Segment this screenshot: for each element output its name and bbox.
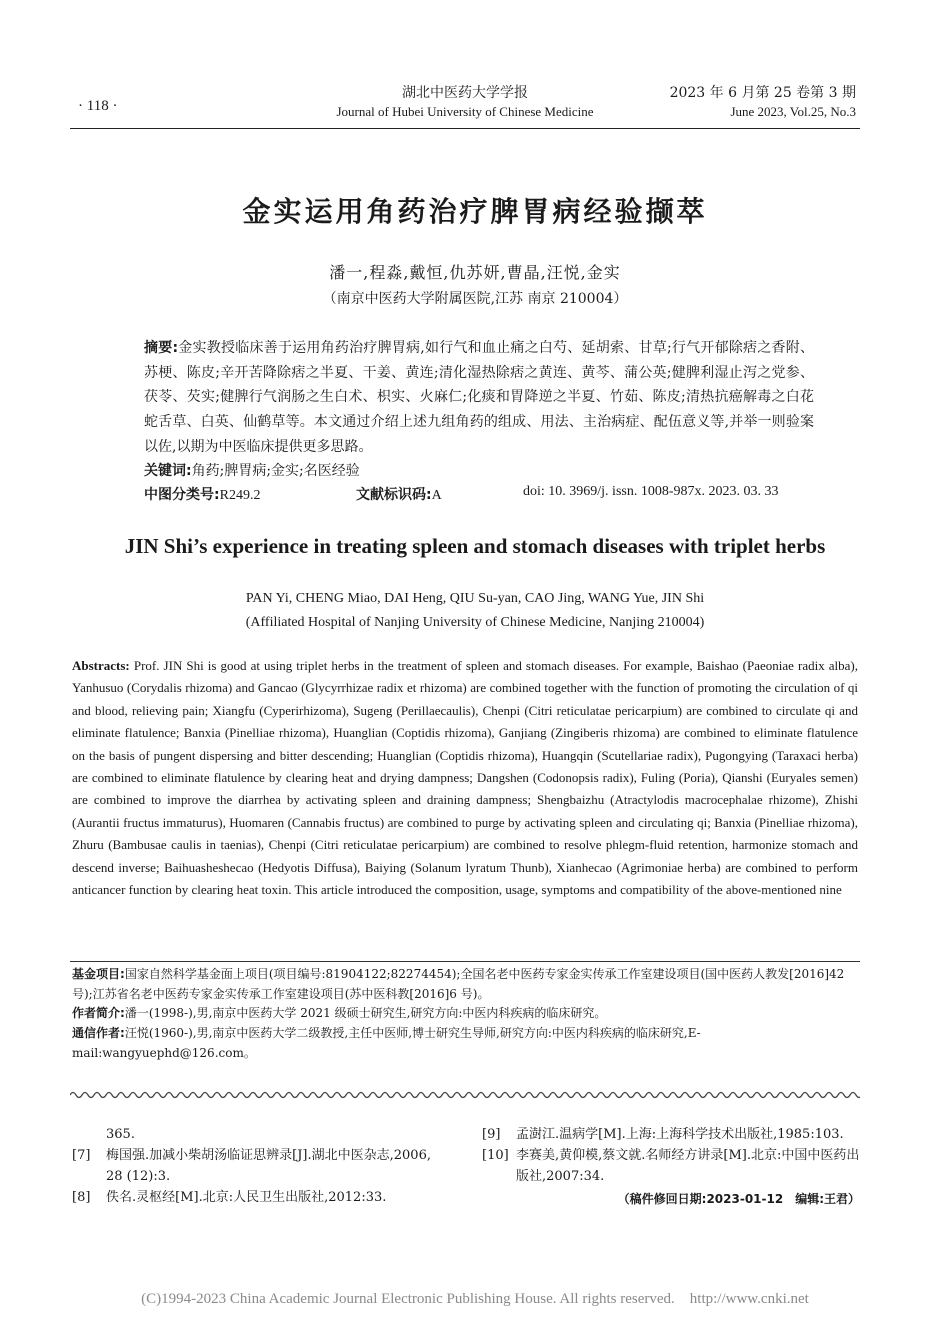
abstract-en-label: Abstracts: [72,658,130,673]
document-code [356,484,442,504]
copyright-notice: (C)1994-2023 China Academic Journal Electronic Publishing House. All rights reserved. http://www.cnki.net [141,1291,809,1307]
reference-text: 梅国强.加减小柴胡汤临证思辨录[J].湖北中医杂志,2006, 28 (12):3. [106,1148,431,1184]
affiliation-en: (Affiliated Hospital of Nanjing University of Chinese Medicine, Nanjing 210004) [245,615,705,630]
doi-value: 10. 3969/j. issn. 1008-987x. 2023. 03. 33 [548,484,779,499]
classification-label: 中图分类号: [144,487,220,503]
doi-label: doi: [523,484,545,499]
article-title-cn: 金实运用角药治疗脾胃病经验撷萃 [242,195,708,228]
wavy-separator [70,1088,860,1102]
footnote-fund-label: 基金项目: [72,967,125,981]
reference-text: 李赛美,黄仰模,蔡文就.名师经方讲录[M].北京:中国中医药出版社,2007:34. [516,1148,860,1184]
keywords [144,460,360,480]
footnote-fund-text: 国家自然科学基金面上项目(项目编号:81904122;82274454);全国名老中医药专家金实传承工作室建设项目(国中医药人教发[2016]42 号);江苏省名老中医药专家金实传承工作室建设项目(苏中医科教[2016]6 号)。 [72,967,845,1001]
footnote-corresponding-label: 通信作者: [72,1026,125,1040]
reference-text: 365. [106,1127,135,1142]
classification [144,484,260,504]
affiliation-cn: （南京中医药大学附属医院,江苏 南京 210004） [322,291,628,307]
authors-cn: 潘一,程淼,戴恒,仇苏妍,曹晶,汪悦,金实 [329,263,621,282]
doi [523,484,779,500]
header-rule [70,128,860,129]
reference-item [482,1124,860,1145]
abstract-cn [144,336,814,460]
reference-item [72,1124,432,1145]
keywords-label: 关键词: [144,463,192,479]
reference-item [482,1145,860,1187]
reference-number: [10] [482,1148,509,1163]
reference-number: [7] [72,1148,91,1163]
footnote-author [72,1004,858,1024]
journal-name-en: Journal of Hubei University of Chinese Medicine [336,104,594,119]
reference-item [72,1187,432,1208]
abstract-cn-label: 摘要: [144,340,179,356]
references-left-column [72,1124,432,1208]
footnote-corresponding-text: 汪悦(1960-),男,南京中医药大学二级教授,主任中医师,博士研究生导师,研究方向:中医内科疾病的临床研究,E-mail:wangyuephd@126.com。 [72,1026,701,1060]
footnote-fund [72,965,858,1004]
abstract-en-text: Prof. JIN Shi is good at using triplet herbs in the treatment of spleen and stomach diseases. For example, Baishao (Paeoniae radix alba), Yanhusuo (Corydalis rhizoma) and Gancao (Glycyrrhizae radix et rhizoma) are combined together with the function of promoting the circulation of qi and blood, relieving pain; Xiangfu (Cyperirhizoma), Sugeng (Perillaecaulis), Chenpi (Citri reticulatae pericarpium) are combined to circulate qi and eliminate flatulence; Banxia (Pinelliae rhizoma), Huanglian (Coptidis rhizoma), Ganjiang (Zingiberis rhizoma) are combined to eliminate flatulence on the basis of pungent dispersing and bitter descending; Huanglian (Coptidis rhizoma), Huangqin (Scutellariae radix), Pugongying (Taraxaci herba) are combined to eliminate flatulence by clearing heat and drying dampness; Dangshen (Codonopsis radix), Fuling (Poria), Qianshi (Euryales semen) are combined to improve the diarrhea by activating spleen and draining dampness; Shengbaizhu (Atractylodis macrocephalae rhizome), Zhishi (Aurantii fructus immaturus), Huomaren (Cannabis fructus) are combined to purge by activating spleen and circulating qi; Banxia (Pinelliae rhizoma), Zhuru (Bambusae caulis in taenias), Chenpi (Citri reticulatae pericarpium) are combined to resolve phlegm-fluid retention, harmonize stomach and descend inverse; Baihuasheshecao (Hedyotis Diffusa), Baiying (Solanum lyratum Thunb), Xianhecao (Agrimoniae herba) are combined to perform anticancer function by clearing heat toxin. This article introduced the composition, usage, symptoms and compatibility of the above-mentioned nine [72,658,859,898]
page-number: · 118 · [78,98,118,114]
reference-number: [9] [482,1127,501,1142]
references-right-column [482,1124,860,1210]
authors-en: PAN Yi, CHENG Miao, DAI Heng, QIU Su-yan, CAO Jing, WANG Yue, JIN Shi [245,591,705,606]
footnote-rule [70,961,860,962]
abstract-en [72,655,858,901]
classification-value: R249.2 [219,488,261,503]
keywords-text: 角药;脾胃病;金实;名医经验 [191,463,360,479]
reference-item [72,1145,432,1187]
document-code-value: A [431,488,442,503]
footnote-author-text: 潘一(1998-),男,南京中医药大学 2021 级硕士研究生,研究方向:中医内科疾病的临床研究。 [124,1006,607,1020]
issue-info-en: June 2023, Vol.25, No.3 [730,104,856,119]
document-code-label: 文献标识码: [356,487,432,503]
abstract-cn-text: 金实教授临床善于运用角药治疗脾胃病,如行气和血止痛之白芍、延胡索、甘草;行气开郁除痞之香附、苏梗、陈皮;辛开苦降除痞之半夏、干姜、黄连;清化湿热除痞之黄连、黄芩、蒲公英;健脾利湿止泻之党参、茯苓、芡实;健脾行气润肠之生白术、枳实、火麻仁;化痰和胃降逆之半夏、竹茹、陈皮;清热抗癌解毒之白花蛇舌草、白英、仙鹤草等。本文通过介绍上述九组角药的组成、用法、主治病症、配伍意义等,并举一则验案以佐,以期为中医临床提供更多思路。 [144,340,814,455]
journal-name-cn: 湖北中医药大学学报 [402,85,528,101]
footnote-corresponding [72,1024,858,1063]
article-title-en: JIN Shi’s experience in treating spleen and stomach diseases with triplet herbs [124,534,826,558]
revision-note: （稿件修回日期:2023-01-12 编辑:王君） [617,1192,860,1206]
issue-info-cn: 2023 年 6 月第 25 卷第 3 期 [669,85,856,101]
reference-number: [8] [72,1190,91,1205]
reference-text: 孟澍江.温病学[M].上海:上海科学技术出版社,1985:103. [516,1127,844,1142]
reference-text: 佚名.灵枢经[M].北京:人民卫生出版社,2012:33. [106,1190,387,1205]
footnote-author-label: 作者简介: [72,1006,125,1020]
